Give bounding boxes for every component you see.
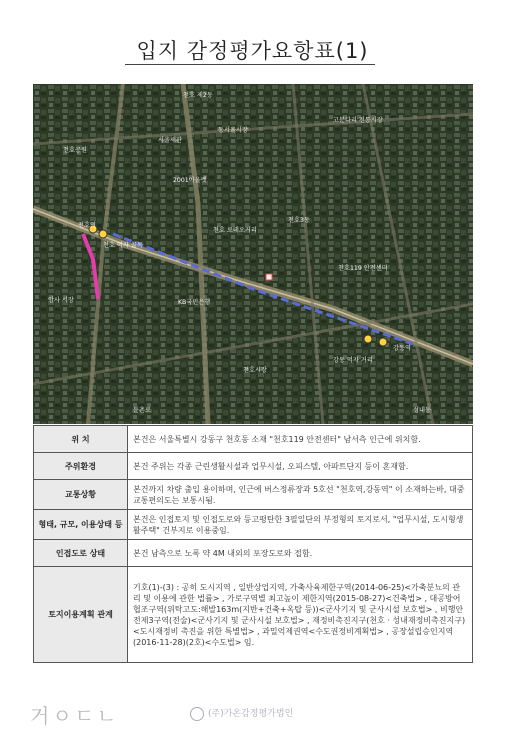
map-label: KB국민은행: [178, 299, 211, 306]
station-marker: [99, 230, 107, 238]
table-row: [34, 567, 473, 663]
row-value: 본건은 서울특별시 강동구 천호동 소재 "천호119 안전센터" 남서측 인근에 위치함.: [128, 426, 473, 453]
map-label: 암사 시장: [48, 297, 74, 304]
map-label: 천호3동: [288, 217, 310, 224]
station-marker: [364, 335, 372, 343]
map-label: 천호공원: [63, 147, 87, 154]
map-label: 천호119 안전센터: [338, 265, 388, 272]
page-title: 입지 감정평가요항표(1): [136, 39, 369, 63]
row-label: 인접도로 상태: [34, 540, 128, 567]
map-label: 천호역: [78, 222, 96, 229]
table-row: [34, 540, 473, 567]
map-label: 둔촌로: [133, 407, 151, 414]
row-value: 본건은 인접토지 및 인접도로와 등고평탄한 3필일단의 부정형의 토지로서, "업무시설, 도시형생활주택" 건부지로 이용중임.: [128, 510, 473, 540]
subject-site-marker: [266, 274, 272, 280]
appraisal-table: [33, 425, 473, 663]
map-label: 천호 먹자 골목: [103, 242, 143, 249]
row-label: 주위환경: [34, 453, 128, 480]
title-underline: [125, 64, 375, 65]
footer-company: [190, 706, 293, 721]
satellite-map: [33, 84, 473, 424]
map-label: 천호시장: [243, 367, 267, 374]
map-label: 동서울시장: [218, 127, 248, 134]
row-label: 형태, 규모, 이용상태 등: [34, 510, 128, 540]
map-label: 성내동: [413, 407, 431, 414]
row-value: 본건 주위는 각종 근린생활시설과 업무시설, 오피스텔, 아파트단지 등이 혼재함.: [128, 453, 473, 480]
company-name: (주)가온감정평가법인: [208, 709, 294, 719]
table-row: [34, 510, 473, 540]
map-label: 강동역: [393, 345, 411, 352]
row-value: 본건까지 차량 출입 용이하며, 인근에 버스정류장과 5호선 "천호역,강동역" 이 소재하는바, 대중교통편의도는 보통시됨.: [128, 480, 473, 510]
footer-mark: 거ㅇㄷㄴ: [30, 704, 120, 728]
table-row: [34, 453, 473, 480]
table-row: [34, 480, 473, 510]
map-label: 천호 제2동: [183, 92, 213, 99]
table-row: [34, 426, 473, 453]
row-label: 위 치: [34, 426, 128, 453]
map-label: 고분다리 전통시장: [333, 117, 383, 124]
row-value: 기호(1)-(3) : 공히 도시지역 , 일반상업지역, 가축사육제한구역(2014-06-25)<가축분뇨의 관리 및 이용에 관한 법률> , 가로구역별 최고높이 제한지역(2015-08-27)<건축법> , 대공방어협조구역(위탁고도:해발163m(지반+건축+옥탑 등))<군사기지 및 군사시설 보호법> , 비행안전제3구역(전술)<군사기지 및 군사시설 보호법> , 재정비촉진지구(천호 · 성내재정비촉진지구)<도시재정비 촉진을 위한 특별법> , 과밀억제권역<수도권정비계획법> , 공장설립승인지역(2016-11-28)(2호)<수도법> 임.: [128, 567, 473, 663]
row-label: 교통상황: [34, 480, 128, 510]
row-label: 토지이용계획 관계: [34, 567, 128, 663]
company-seal-icon: [190, 707, 204, 721]
map-svg: [33, 84, 473, 424]
map-label: 2001아울렛: [173, 177, 207, 184]
map-label: 강동 먹자 거리: [333, 357, 373, 364]
row-value: 본건 남측으로 노폭 약 4M 내외의 포장도로와 접함.: [128, 540, 473, 567]
station-marker: [379, 338, 387, 346]
map-label: 서울세관: [158, 137, 182, 144]
map-label: 천호 로데오거리: [213, 227, 257, 234]
